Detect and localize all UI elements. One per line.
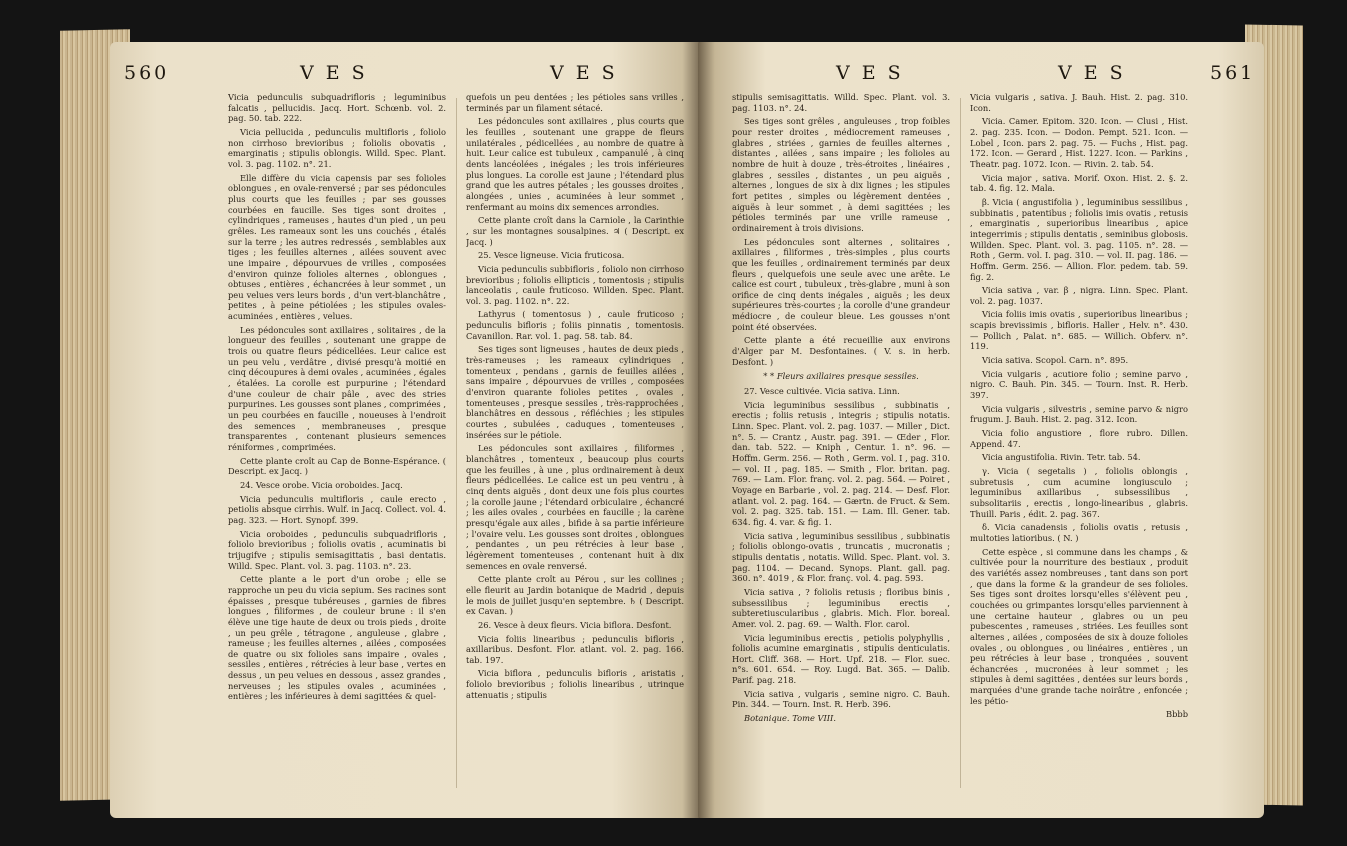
left-page-header (110, 62, 700, 88)
paragraph: Vicia. Camer. Epitom. 320. Icon. — Clusi , Hist. 2. pag. 235. Icon. — Dodon. Pempt. 521. Icon. — Lobel , Icon. pars 2. pag. 75. — Fuchs , Hist. pag. 172. Icon. — Gerard , Hist. 1227. Icon. — Parkins , Theatr. pag. 1072. Icon. — Rivin. 2. tab. 54. (970, 116, 1188, 169)
paragraph: Vicia foliis linearibus ; pedunculis bifloris , axillaribus. Desfont. Flor. atlant. vol. 2. pag. 166. tab. 197. (466, 633, 684, 665)
species-heading: 24. Vesce orobe. Vicia oroboides. Jacq. (240, 479, 403, 490)
running-head: V E S (1058, 62, 1126, 84)
paragraph: Cette plante a été recueillie aux environs d'Alger par M. Desfontaines. ( V. s. in herb. Desfont. ) (732, 335, 950, 367)
paragraph: Vicia sativa , leguminibus sessilibus , subbinatis ; foliolis oblongo-ovatis , truncatis , mucronatis ; stipulis dentatis , notatis. Willd. Spec. Plant. vol. 3. pag. 1104. — Decand. Synops. Plant. gall. pag. 360. n°. 4019 , & Flor. franç. vol. 4. pag. 593. (732, 530, 950, 584)
section-heading: * * Fleurs axillaires presque sessiles. (763, 371, 919, 382)
paragraph: Vicia vulgaris , sativa. J. Bauh. Hist. 2. pag. 310. Icon. (970, 92, 1188, 113)
left-page-column-2 (466, 92, 684, 804)
column-rule (456, 98, 457, 788)
paragraph: quefois un peu dentées ; les pétioles sans vrilles , terminés par un filament sétacé. (466, 92, 684, 113)
signature-mark: Bbbb (1165, 709, 1188, 720)
right-page-column-1 (732, 92, 950, 804)
right-page-header (698, 62, 1264, 88)
right-page (698, 42, 1264, 818)
paragraph: Vicia vulgaris , silvestris , semine parvo & nigro frugum. J. Bauh. Hist. 2. pag. 312. Icon. (970, 403, 1188, 425)
paragraph: δ. Vicia canadensis , foliolis ovatis , retusis , multoties latioribus. ( N. ) (970, 522, 1188, 543)
paragraph: Cette plante croît au Cap de Bonne-Espérance. ( Descript. ex Jacq. ) (228, 455, 446, 477)
species-heading: 25. Vesce ligneuse. Vicia fruticosa. (478, 250, 625, 261)
paragraph: Vicia sativa , ? foliolis retusis ; floribus binis , subsessilibus ; leguminibus erectis , subteretiuscularibus , glabris. Mich. Flor. boreal. Amer. vol. 2. pag. 69. — Walth. Flor. carol. (732, 586, 950, 629)
left-page (110, 42, 700, 818)
paragraph: Ses tiges sont grêles , anguleuses , trop foibles pour rester droites , médiocrement rameuses , glabres , striées , garnies de feuilles alternes , distantes , ailées , sans impaire ; les folioles au nombre de huit à douze , très-étroites , linéaires , glabres , sessiles , distantes , un peu aiguës , alternes , longues de six à dix lignes ; les stipules fort petites , simples ou légèrement dentées , aiguës à leur sommet , à demi sagittées ; les pétioles terminés par une vrille rameuse , ordinairement à trois divisions. (732, 116, 950, 233)
paragraph: Cette plante croît au Pérou , sur les collines ; elle fleurit au Jardin botanique de Madrid , depuis le mois de juillet jusqu'en septembre. ♄ ( Descript. ex Cavan. ) (466, 574, 684, 617)
paragraph: Cette plante a le port d'un orobe ; elle se rapproche un peu du vicia sepium. Ses racines sont épaisses , presque tubéreuses , garnies de fibres longues , filiformes , de couleur brune : il s'en élève une tige haute de deux ou trois pieds , droite , un peu grêle , tétragone , anguleuse , glabre , rameuse ; les feuilles alternes , ailées , composées de quatre ou six folioles sans impaire , ovales , sessiles , entières , rétrécies à leur base , vertes en dessus , un peu velues en dessous , assez grandes , nerveuses ; les stipules ovales , acuminées , entières ; les inférieures à demi sagittées & quel- (228, 574, 446, 702)
paragraph: Vicia sativa , var. β , nigra. Linn. Spec. Plant. vol. 2. pag. 1037. (970, 285, 1188, 306)
paragraph: Vicia folio angustiore , flore rubro. Dillen. Append. 47. (970, 428, 1188, 449)
paragraph: Vicia vulgaris , acutiore folio ; semine parvo , nigro. C. Bauh. Pin. 345. — Tourn. Inst. R. Herb. 397. (970, 368, 1188, 401)
paragraph: Les pédoncules sont axillaires , filiformes , blanchâtres , tomenteux , beaucoup plus courts que les feuilles , à une , plus ordinairement à deux fleurs pédicellées. Le calice est un peu ventru , à cinq dents aiguës , dont deux une fois plus courtes ; la corolle jaune ; l'étendard orbiculaire , échancré ; les ailes ovales , courbées en faucille ; la carène presqu'égale aux ailes , bifide à sa partie inférieure ; l'ovaire velu. Les gousses sont droites , oblongues , pendantes , un peu rétrécies à leur base , légèrement tomenteuses , contenant huit à dix semences en ovale renversé. (466, 443, 684, 571)
paragraph: Vicia pedunculis subquadrifloris ; leguminibus falcatis , pellucidis. Jacq. Hort. Schœnb. vol. 2. pag. 50. tab. 222. (228, 92, 446, 124)
paragraph: Ses tiges sont ligneuses , hautes de deux pieds , très-rameuses ; les rameaux cylindriques , tomenteux , pendans , garnis de feuilles ailées , sans impaire , dépourvues de vrilles , composées d'environ quarante folioles petites , ovales , tomenteuses , presque sessiles , très-rapprochées , blanchâtres en dessous , réfléchies ; les stipules courtes , subulées , caduques , tomenteuses , insérées sur le pétiole. (466, 344, 684, 440)
page-number: 560 (124, 62, 170, 84)
paragraph: Vicia leguminibus sessilibus , subbinatis , erectis ; foliis retusis , integris ; stipulis notatis. Linn. Spec. Plant. vol. 2. pag. 1037. — Miller , Dict. n°. 5. — Crantz , Austr. pag. 391. — Œder , Flor. dan. tab. 522. — Kniph , Centur. 1. n°. 96. — Hoffm. Germ. 256. — Roth , Germ. vol. I , pag. 310. — vol. II , pag. 185. — Smith , Flor. britan. pag. 769. — Lam. Flor. franç. vol. 2. pag. 564. — Poiret , Voyage en Barbarie , vol. 2. pag. 214. — Desf. Flor. atlant. vol. 2. pag. 164. — Gærtn. de Fruct. & Sem. vol. 2. pag. 325. tab. 151. — Lam. Ill. Gener. tab. 634. fig. 4. var. & fig. 1. (732, 399, 950, 527)
paragraph: Vicia major , sativa. Morif. Oxon. Hist. 2. §. 2. tab. 4. fig. 12. Mala. (970, 172, 1188, 194)
paragraph: Les pédoncules sont axillaires , plus courts que les feuilles , soutenant une grappe de fleurs unilatérales , pédicellées , au nombre de quatre à huit. Leur calice est tubuleux , campanulé , à cinq dents lancéolées , inégales ; les trois inférieures plus longues. La corolle est jaune ; l'étendard plus grand que les autres pétales ; les gousses droites , alongées , unies , acuminées à leur sommet , renfermant au moins dix semences arrondies. (466, 116, 684, 212)
species-heading: 27. Vesce cultivée. Vicia sativa. Linn. (744, 386, 900, 397)
paragraph: Les pédoncules sont alternes , solitaires , axillaires , filiformes , très-simples , plus courts que les feuilles , ordinairement terminés par deux fleurs , quelquefois une seule avec une arête. Le calice est court , tubuleux , très-glabre , muni à son orifice de cinq dents inégales , aiguës ; les deux supérieures très-courtes ; la corolle d'une grandeur médiocre , de couleur bleue. Les gousses n'ont point été observées. (732, 236, 950, 332)
paragraph: Vicia angustifolia. Rivin. Tetr. tab. 54. (982, 452, 1141, 463)
paragraph: Vicia oroboides , pedunculis subquadrifloris , foliolo brevioribus ; foliolis ovatis , acuminatis bi trijugifve ; stipulis semisagittatis , basi dentatis. Willd. Spec. Plant. vol. 3. pag. 1103. n°. 23. (228, 528, 446, 571)
paragraph: Vicia sativa , vulgaris , semine nigro. C. Bauh. Pin. 344. — Tourn. Inst. R. Herb. 396. (732, 688, 950, 710)
paragraph: γ. Vicia ( segetalis ) , foliolis oblongis , subretusis , cum acumine longiusculo ; leguminibus axillaribus , subsessilibus , subsolitariis , erectis , longo-linearibus , glabris. Thuill. Paris , édit. 2. pag. 367. (970, 466, 1188, 519)
paragraph: Cette espèce , si commune dans les champs , & cultivée pour la nourriture des bestiaux , produit des variétés assez nombreuses , tant dans son port , que dans la forme & la grandeur de ses folioles. Ses tiges sont droites lorsqu'elles s'élèvent peu , couchées ou grimpantes lorsqu'elles parviennent à une certaine hauteur , glabres ou un peu pubescentes , rameuses , striées. Les feuilles sont alternes , ailées , composées de six à douze folioles ovales , ou oblongues , ou linéaires , entières , un peu rétrécies à leur base , tronquées , souvent échancrées , mucronées à leur sommet ; les stipules à demi sagittées , dentées sur leurs bords , marquées d'une grande tache noirâtre , enfoncée ; les pétio- (970, 546, 1188, 706)
volume-footer: Botanique. Tome VIII. (744, 713, 836, 724)
paragraph: Vicia pedunculis subbifloris , foliolo non cirrhoso brevioribus ; foliolis ellipticis , tomentosis ; stipulis lanceolatis , caule fruticoso. Willden. Spec. Plant. vol. 3. pag. 1102. n°. 22. (466, 263, 684, 306)
paragraph: stipulis semisagittatis. Willd. Spec. Plant. vol. 3. pag. 1103. n°. 24. (732, 92, 950, 113)
species-heading: 26. Vesce à deux fleurs. Vicia biflora. Desfont. (478, 619, 672, 630)
left-page-column-1 (228, 92, 446, 804)
paragraph: Vicia foliis imis ovatis , superioribus linearibus ; scapis brevissimis , bifloris. Haller , Helv. n°. 430. — Pollich , Palat. n°. 685. — Willich. Obferv. n°. 119. (970, 309, 1188, 352)
paragraph: Lathyrus ( tomentosus ) , caule fruticoso ; pedunculis bifloris ; foliis pinnatis , tomentosis. Cavanillon. Rar. vol. 1. pag. 58. tab. 84. (466, 309, 684, 341)
paragraph: β. Vicia ( angustifolia ) , leguminibus sessilibus , subbinatis , patentibus ; foliolis imis ovatis , retusis , emarginatis , superioribus linearibus , apice integerrimis ; stipulis dentatis , seminibus globosis. Willden. Spec. Plant. vol. 3. pag. 1105. n°. 28. — Roth , Germ. vol. I. pag. 310. — vol. II. pag. 186. — Hoffm. Germ. 256. — Allion. Flor. pedem. tab. 59. fig. 2. (970, 196, 1188, 282)
page-number: 561 (1210, 62, 1256, 84)
right-page-column-2 (970, 92, 1188, 804)
paragraph: Vicia biflora , pedunculis bifloris , aristatis , foliolo brevioribus ; foliolis linearibus , utrinque attenuatis ; stipulis (466, 668, 684, 700)
paragraph: Vicia pedunculis multifloris , caule erecto , petiolis absque cirrhis. Wulf. in Jacq. Collect. vol. 4. pag. 323. — Hort. Synopf. 399. (228, 493, 446, 525)
running-head: V E S (550, 62, 618, 84)
running-head: V E S (300, 62, 368, 84)
column-rule (960, 98, 961, 788)
paragraph: Vicia leguminibus erectis , petiolis polyphyllis , foliolis acumine emarginatis , stipulis denticulatis. Hort. Cliff. 368. — Hort. Upf. 218. — Flor. suec. n°s. 601. 654. — Roy. Lugd. Bat. 365. — Dalib. Parif. pag. 218. (732, 632, 950, 686)
running-head: V E S (836, 62, 904, 84)
paragraph: Vicia sativa. Scopol. Carn. n°. 895. (982, 355, 1129, 366)
paragraph: Cette plante croît dans la Carniole , la Carinthie , sur les montagnes sousalpines. ♃ ( Descript. ex Jacq. ) (466, 215, 684, 247)
paragraph: Vicia pellucida , pedunculis multifloris , foliolo non cirrhoso brevioribus ; foliolis obovatis , emarginatis ; stipulis oblongis. Willd. Spec. Plant. vol. 3. pag. 1102. n°. 21. (228, 126, 446, 169)
paragraph: Elle diffère du vicia capensis par ses folioles oblongues , en ovale-renversé ; par ses pédoncules plus courts que les feuilles ; par ses gousses courbées en faucille. Ses tiges sont droites , cylindriques , rameuses , hautes d'un pied , un peu grêles. Les rameaux sont les uns couchés , étalés sur la terre ; les autres redressés , semblables aux tiges ; les feuilles alternes , ailées souvent avec une impaire , dépourvues de vrilles , composées d'environ quinze folioles alternes , oblongues , obtuses , entières , échancrées à leur sommet , un peu velues vers leurs bords , d'un vert-blanchâtre , petites , à peine pétiolées ; les stipules ovales-acuminées , entières , velues. (228, 172, 446, 322)
paragraph: Les pédoncules sont axillaires , solitaires , de la longueur des feuilles , soutenant une grappe de trois ou quatre fleurs pédicellées. Leur calice est un peu velu , verdâtre , divisé presqu'à moitié en cinq découpures à demi ovales , acuminées , égales , étalées. La corolle est purpurine ; l'étendard d'une couleur de chair pâle , avec des stries purpurines. Les gousses sont planes , comprimées , un peu courbées en faucille , noueuses à l'endroit des semences , membraneuses , presque transparentes , contenant plusieurs semences réniformes , comprimées. (228, 324, 446, 452)
